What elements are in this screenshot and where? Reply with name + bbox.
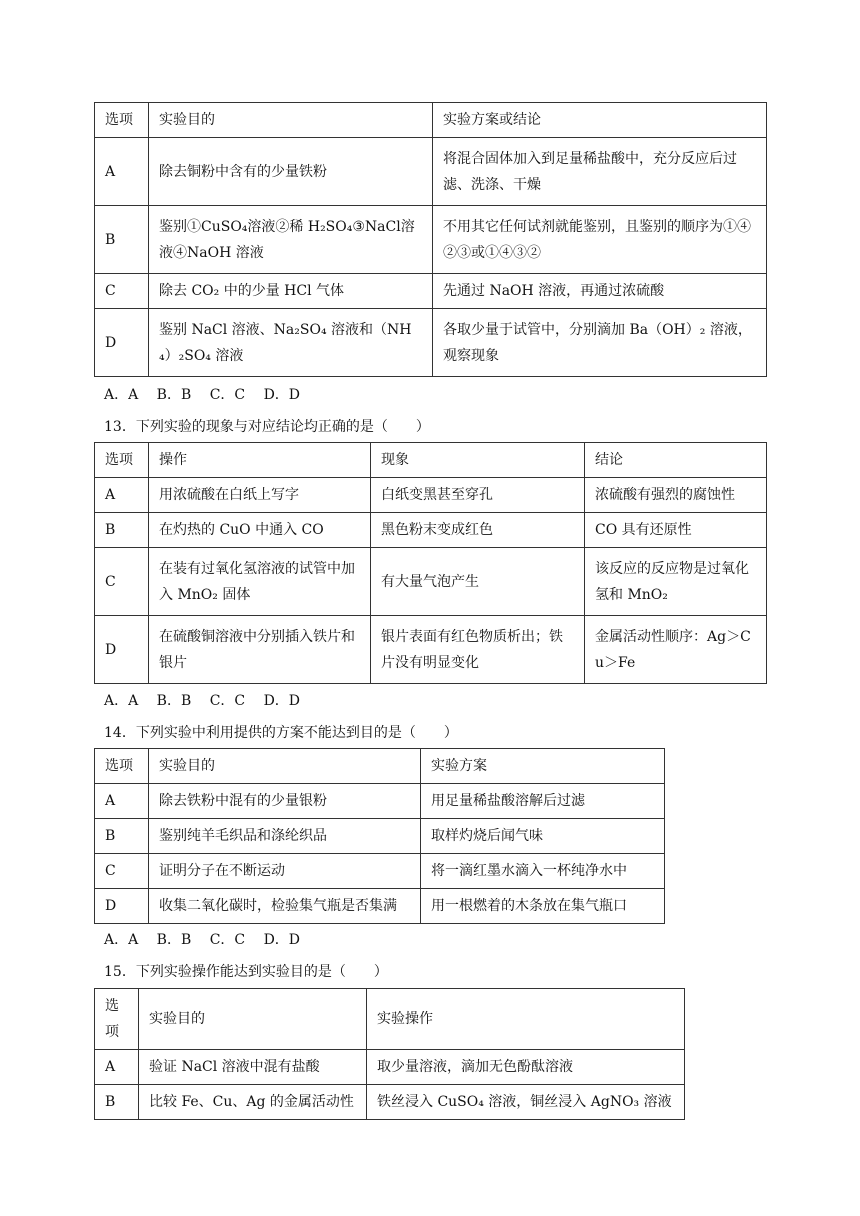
table-row (95, 889, 665, 924)
answer-options-q14: A．A B．B C．C D．D (104, 932, 301, 948)
table-row (95, 478, 767, 513)
conclusion-cell: CO 具有还原性 (585, 513, 767, 548)
header-cell: 实验目的 (149, 749, 421, 784)
option-cell: B (95, 819, 149, 854)
purpose-cell: 收集二氧化碳时，检验集气瓶是否集满 (149, 889, 421, 924)
table-q14 (94, 748, 665, 924)
header-cell: 实验方案 (421, 749, 665, 784)
plan-cell: 先通过 NaOH 溶液，再通过浓硫酸 (433, 274, 767, 309)
header-cell: 现象 (371, 443, 585, 478)
question-13: 13．下列实验的现象与对应结论均正确的是（ ） (104, 419, 430, 435)
plan-cell: 取样灼烧后闻气味 (421, 819, 665, 854)
phenomenon-cell: 银片表面有红色物质析出；铁片没有明显变化 (371, 616, 585, 684)
conclusion-cell: 浓硫酸有强烈的腐蚀性 (585, 478, 767, 513)
table-header-row (95, 749, 665, 784)
purpose-cell: 验证 NaCl 溶液中混有盐酸 (139, 1050, 367, 1085)
header-cell: 选项 (95, 989, 139, 1050)
option-cell: B (95, 206, 149, 274)
purpose-cell: 证明分子在不断运动 (149, 854, 421, 889)
table-q12 (94, 102, 767, 377)
plan-cell: 各取少量于试管中，分别滴加 Ba（OH）₂ 溶液，观察现象 (433, 309, 767, 377)
table-q13 (94, 442, 767, 684)
operation-cell: 取少量溶液，滴加无色酚酞溶液 (367, 1050, 685, 1085)
plan-cell: 将一滴红墨水滴入一杯纯净水中 (421, 854, 665, 889)
option-cell: B (95, 1085, 139, 1120)
header-cell: 选项 (95, 443, 149, 478)
question-14: 14．下列实验中利用提供的方案不能达到目的是（ ） (104, 725, 458, 741)
table-q15 (94, 988, 685, 1120)
purpose-cell: 鉴别 NaCl 溶液、Na₂SO₄ 溶液和（NH₄）₂SO₄ 溶液 (149, 309, 433, 377)
table-row (95, 854, 665, 889)
operation-cell: 用浓硫酸在白纸上写字 (149, 478, 371, 513)
option-cell: B (95, 513, 149, 548)
phenomenon-cell: 有大量气泡产生 (371, 548, 585, 616)
conclusion-cell: 该反应的反应物是过氧化氢和 MnO₂ (585, 548, 767, 616)
option-cell: C (95, 548, 149, 616)
option-cell: A (95, 138, 149, 206)
header-cell: 实验方案或结论 (433, 103, 767, 138)
table-row (95, 1085, 685, 1120)
operation-cell: 在装有过氧化氢溶液的试管中加入 MnO₂ 固体 (149, 548, 371, 616)
header-cell: 选项 (95, 749, 149, 784)
header-cell: 实验目的 (139, 989, 367, 1050)
option-cell: C (95, 274, 149, 309)
purpose-cell: 除去铜粉中含有的少量铁粉 (149, 138, 433, 206)
option-cell: A (95, 478, 149, 513)
table-row (95, 206, 767, 274)
header-cell: 结论 (585, 443, 767, 478)
purpose-cell: 除去 CO₂ 中的少量 HCl 气体 (149, 274, 433, 309)
plan-cell: 用足量稀盐酸溶解后过滤 (421, 784, 665, 819)
table-row (95, 1050, 685, 1085)
operation-cell: 铁丝浸入 CuSO₄ 溶液，铜丝浸入 AgNO₃ 溶液 (367, 1085, 685, 1120)
option-cell: A (95, 1050, 139, 1085)
purpose-cell: 鉴别①CuSO₄溶液②稀 H₂SO₄③NaCl溶液④NaOH 溶液 (149, 206, 433, 274)
table-header-row (95, 443, 767, 478)
table-header-row (95, 989, 685, 1050)
table-row (95, 513, 767, 548)
purpose-cell: 鉴别纯羊毛织品和涤纶织品 (149, 819, 421, 854)
option-cell: D (95, 309, 149, 377)
table-row (95, 309, 767, 377)
plan-cell: 将混合固体加入到足量稀盐酸中，充分反应后过滤、洗涤、干燥 (433, 138, 767, 206)
answer-options-q13: A．A B．B C．C D．D (104, 693, 301, 709)
header-cell: 选项 (95, 103, 149, 138)
option-cell: D (95, 616, 149, 684)
question-15: 15．下列实验操作能达到实验目的是（ ） (104, 964, 388, 980)
purpose-cell: 除去铁粉中混有的少量银粉 (149, 784, 421, 819)
header-cell: 操作 (149, 443, 371, 478)
phenomenon-cell: 白纸变黑甚至穿孔 (371, 478, 585, 513)
header-cell: 实验目的 (149, 103, 433, 138)
table-row (95, 274, 767, 309)
table-row (95, 784, 665, 819)
option-cell: C (95, 854, 149, 889)
table-header-row (95, 103, 767, 138)
purpose-cell: 比较 Fe、Cu、Ag 的金属活动性 (139, 1085, 367, 1120)
option-cell: D (95, 889, 149, 924)
operation-cell: 在灼热的 CuO 中通入 CO (149, 513, 371, 548)
plan-cell: 不用其它任何试剂就能鉴别，且鉴别的顺序为①④②③或①④③② (433, 206, 767, 274)
plan-cell: 用一根燃着的木条放在集气瓶口 (421, 889, 665, 924)
table-row (95, 548, 767, 616)
table-row (95, 138, 767, 206)
option-cell: A (95, 784, 149, 819)
operation-cell: 在硫酸铜溶液中分别插入铁片和银片 (149, 616, 371, 684)
table-row (95, 819, 665, 854)
conclusion-cell: 金属活动性顺序：Ag＞Cu＞Fe (585, 616, 767, 684)
table-row (95, 616, 767, 684)
answer-options-q12: A．A B．B C．C D．D (104, 387, 301, 403)
phenomenon-cell: 黑色粉末变成红色 (371, 513, 585, 548)
header-cell: 实验操作 (367, 989, 685, 1050)
